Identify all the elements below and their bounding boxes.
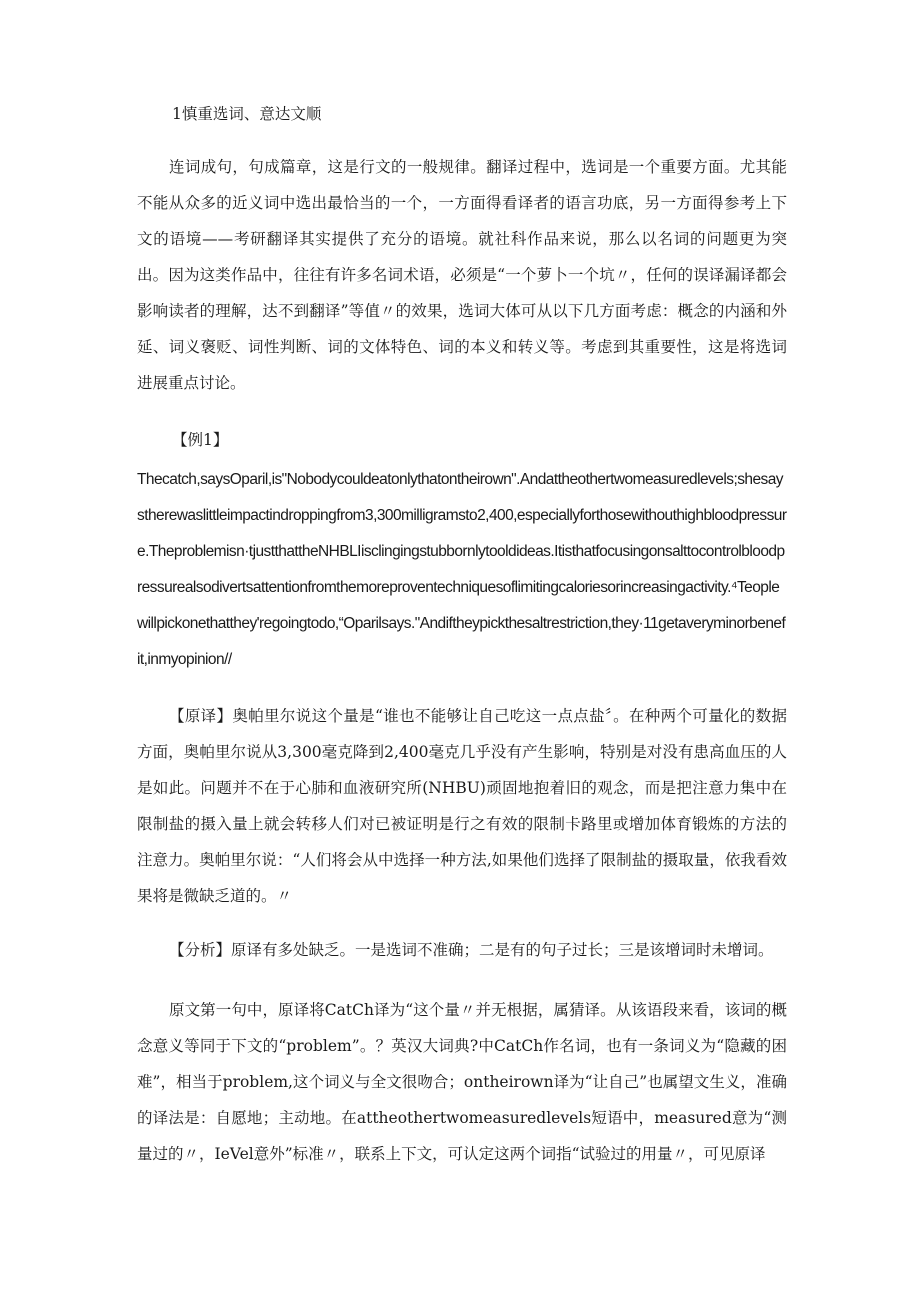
original-translation-text: 奥帕里尔说这个量是“谁也不能够让自己吃这一点点盐〞。在种两个可量化的数据方面，奥帕里尔说从3,300毫克降到2,400毫克几乎没有产生影响，特别是对没有患高血压的人是如此。问题并不在于心肺和血液研究所(NHBU)顽固地抱着旧的观念，而是把注意力集中在限制盐的摄入量上就会转移人们对已被证明是行之有效的限制卡路里或增加体育锻炼的方法的注意力。奥帕里尔说：“人们将会从中选择一种方法,如果他们选择了限制盐的摄取量，依我看效果将是微缺乏道的。〃 xyxy=(137,707,787,905)
original-translation-label: 【原译】 xyxy=(169,707,233,725)
example-label: 【例1】 xyxy=(172,431,229,449)
analysis-paragraph xyxy=(137,932,787,968)
analysis-block xyxy=(137,932,787,968)
discussion-paragraph: 原文第一句中，原译将CatCh译为“这个量〃并无根据，属猜译。从该语段来看，该词的概念意义等同于下文的“problem”。？英汉大词典?中CatCh作名词，也有一条词义为“隐藏的困难”，相当于problem,这个词义与全文很吻合；ontheirown译为“让自己”也属望文生义，准确的译法是：自愿地；主动地。在attheothertwomeasuredlevels短语中，measured意为“测量过的〃，IeVel意外”标准〃，联系上下文，可认定这两个词指“试验过的用量〃，可见原译 xyxy=(137,1001,787,1163)
example-english-block xyxy=(137,462,787,678)
intro-paragraph-block xyxy=(137,149,787,401)
original-translation-paragraph xyxy=(137,698,787,914)
section-heading: 1慎重选词、意达文顺 xyxy=(172,105,322,123)
original-translation-block xyxy=(137,698,787,914)
analysis-label: 【分析】 xyxy=(169,941,232,959)
discussion-block xyxy=(137,992,787,1172)
example-english-text: Thecatch,saysOparil,is"Nobodycouldeatonlythatontheirown".Andattheothertwomeasuredlevels;shesaystherewaslittleimpactindroppingfrom3,300milligramsto2,400,especiallyforthosewithouthighbloodpressure.Theproblemisn·tjustthattheNHBLIisclingingstubbornlytooldideas.Itisthatfocusingonsalttocontrolbloodpressurealsodivertsattentionfromthemoreproventechniquesoflimitingcaloriesorincreasingactivity.⁴Teoplewillpickonethatthey'regoingtodo,“Oparilsays."Andiftheypickthesaltrestriction,they·11getaveryminorbenefit,inmyopinion// xyxy=(137,471,787,668)
analysis-text: 原译有多处缺乏。一是选词不准确；二是有的句子过长；三是该增词时未增词。 xyxy=(231,941,774,959)
intro-paragraph: 连词成句，句成篇章，这是行文的一般规律。翻译过程中，选词是一个重要方面。尤其能不能从众多的近义词中选出最恰当的一个，一方面得看译者的语言功底，另一方面得参考上下文的语境——考研翻译其实提供了充分的语境。就社科作品来说，那么以名词的问题更为突出。因为这类作品中，往往有许多名词术语，必须是“一个萝卜一个坑〃，任何的误译漏译都会影响读者的理解，达不到翻译”等值〃的效果，选词大体可从以下几方面考虑：概念的内涵和外延、词义褒贬、词性判断、词的文体特色、词的本义和转义等。考虑到其重要性，这是将选词进展重点讨论。 xyxy=(137,158,787,392)
